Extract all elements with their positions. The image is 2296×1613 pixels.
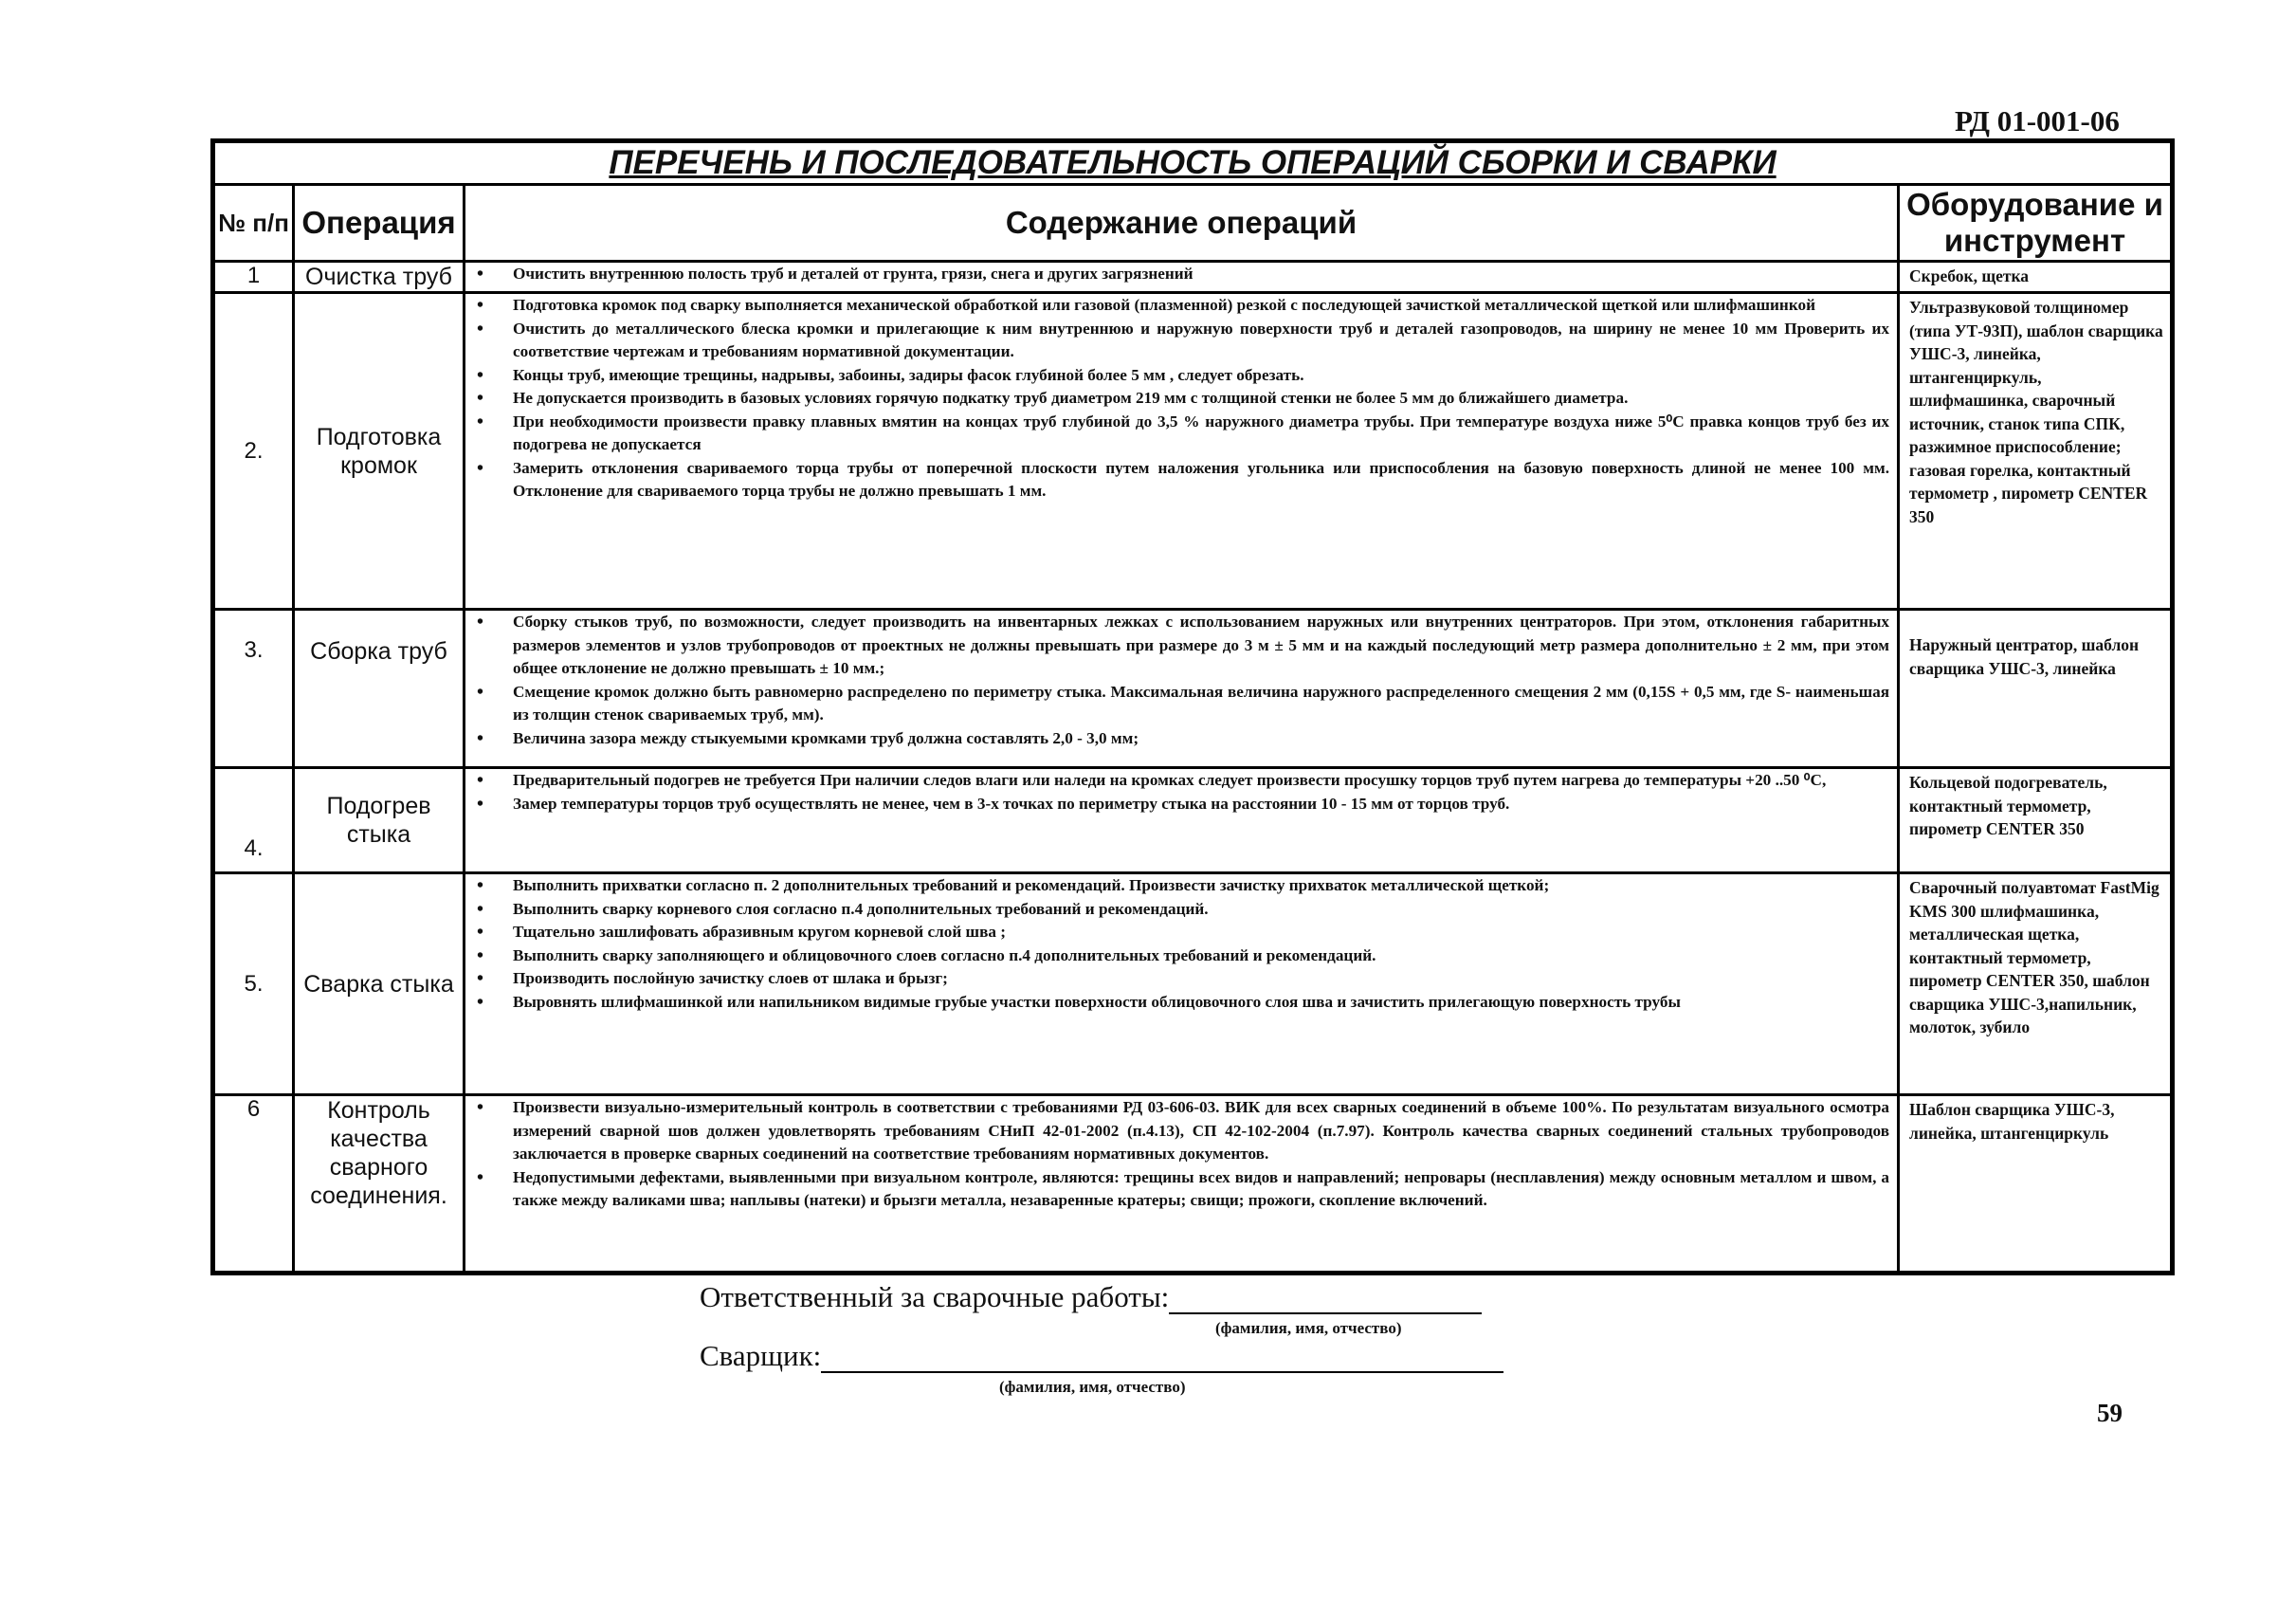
table-row: [213, 610, 2173, 768]
table-row: [213, 1095, 2173, 1274]
content-item: • Очистить внутреннюю полость труб и деталей от грунта, грязи, снега и других загрязнений: [513, 263, 1889, 286]
table-row: [213, 293, 2173, 610]
content-item: • Выполнить прихватки согласно п. 2 дополнительных требований и рекомендаций. Произвести зачистку прихваток металлической щеткой;: [513, 874, 1889, 898]
header-num: № п/п: [213, 185, 294, 262]
document-code: РД 01-001-06: [1955, 104, 2120, 137]
row-operation: Контроль качества сварного соединения.: [294, 1095, 465, 1274]
content-item: • Замер температуры торцов труб осуществлять не менее, чем в 3-х точках по периметру стыка на расстоянии 10 - 15 мм от торцов труб.: [513, 793, 1889, 816]
content-item: • Недопустимыми дефектами, выявленными при визуальном контроле, являются: трещины всех видов и направлений; непровары (несплавления) между основным металлом и швом, а также между валиками шва; наплывы (натеки) и брызги металла, незаваренные кратеры; свищи; прожоги, скопление включений.: [513, 1166, 1889, 1213]
welder-signature-line[interactable]: [821, 1343, 1503, 1373]
row-content: [465, 262, 1899, 293]
row-num: 2.: [213, 293, 294, 610]
content-item: • Выполнить сварку заполняющего и облицовочного слоев согласно п.4 дополнительных требований и рекомендаций.: [513, 944, 1889, 968]
content-item: • Величина зазора между стыкуемыми кромками труб должна составлять 2,0 - 3,0 мм;: [513, 727, 1889, 751]
responsible-hint: (фамилия, имя, отчество): [1215, 1319, 1402, 1337]
table-row: [213, 873, 2173, 1095]
row-operation: Сборка труб: [294, 610, 465, 768]
row-equipment: Кольцевой подогреватель, контактный термометр, пирометр CENTER 350: [1899, 768, 2173, 873]
header-operation: Операция: [294, 185, 465, 262]
content-item: • Сборку стыков труб, по возможности, следует производить на инвентарных лежках с использованием наружных или внутренних центраторов. При этом, отклонения габаритных размеров элементов и узлов трубопроводов от проектных не должны превышать при размере до 3 м ± 5 мм и на каждый последующий метр размера дополнительно ± 2 мм, при этом общее отклонение не должно превышать ± 10 мм.;: [513, 611, 1889, 681]
row-operation: Сварка стыка: [294, 873, 465, 1095]
content-item: • Производить послойную зачистку слоев от шлака и брызг;: [513, 967, 1889, 991]
row-operation: Подогрев стыка: [294, 768, 465, 873]
row-operation: Подготовка кромок: [294, 293, 465, 610]
content-item: • Выровнять шлифмашинкой или напильником видимые грубые участки поверхности облицовочного слоя шва и зачистить прилегающую поверхность трубы: [513, 991, 1889, 1015]
welder-signature: [700, 1339, 1503, 1373]
content-item: • Очистить до металлического блеска кромки и прилегающие к ним внутреннюю и наружную поверхности труб и деталей газопроводов, на ширину не менее 10 мм Проверить их соответствие чертежам и требованиям нормативной документации.: [513, 318, 1889, 364]
row-num: 1: [213, 262, 294, 293]
content-item: • Произвести визуально-измерительный контроль в соответствии с требованиями РД 03-606-03. ВИК для всех сварных соединений в объеме 100%. По результатам визуального осмотра измерений сварной шов должен удовлетворять требованиям СНиП 42-01-2002 (п.4.13), СП 42-102-2004 (п.7.97). Контроль качества сварных соединений стальных трубопроводов заключается в проверке сварных соединений на соответствие требованиям нормативных документов.: [513, 1096, 1889, 1166]
row-num: 5.: [213, 873, 294, 1095]
page-number: 59: [2097, 1399, 2123, 1427]
row-num: 4.: [213, 768, 294, 873]
operations-table: [210, 138, 2175, 1275]
row-num: 6: [213, 1095, 294, 1274]
responsible-signature-line[interactable]: [1169, 1284, 1482, 1314]
content-item: • Подготовка кромок под сварку выполняется механической обработкой или газовой (плазменной) резкой с последующей зачисткой металлической щеткой или шлифмашинкой: [513, 294, 1889, 318]
header-content: Содержание операций: [465, 185, 1899, 262]
content-item: • Предварительный подогрев не требуется При наличии следов влаги или наледи на кромках следует произвести просушку торцов труб путем нагрева до температуры +20 ..50 ⁰С,: [513, 769, 1889, 793]
responsible-label: Ответственный за сварочные работы:: [700, 1280, 1170, 1313]
table-row: [213, 768, 2173, 873]
row-equipment: Наружный центратор, шаблон сварщика УШС-3, линейка: [1899, 610, 2173, 768]
table-title: ПЕРЕЧЕНЬ И ПОСЛЕДОВАТЕЛЬНОСТЬ ОПЕРАЦИЙ СБОРКИ И СВАРКИ: [213, 141, 2173, 185]
row-operation: Очистка труб: [294, 262, 465, 293]
content-item: • Не допускается производить в базовых условиях горячую подкатку труб диаметром 219 мм с толщиной стенки не более 5 мм до ближайшего диаметра.: [513, 387, 1889, 411]
table-row: [213, 262, 2173, 293]
row-content: [465, 610, 1899, 768]
content-item: • Смещение кромок должно быть равномерно распределено по периметру стыка. Максимальная величина наружного распределенного смещения 2 мм (0,15S + 0,5 мм, где S- наименьшая из толщин стенок свариваемых труб, мм).: [513, 681, 1889, 727]
content-item: • Тщательно зашлифовать абразивным кругом корневой слой шва ;: [513, 921, 1889, 944]
row-content: [465, 768, 1899, 873]
welder-hint: (фамилия, имя, отчество): [999, 1378, 1186, 1396]
content-item: • Концы труб, имеющие трещины, надрывы, забоины, задиры фасок глубиной более 5 мм , следует обрезать.: [513, 364, 1889, 388]
row-equipment: Шаблон сварщика УШС-3, линейка, штангенциркуль: [1899, 1095, 2173, 1274]
row-content: [465, 293, 1899, 610]
row-equipment: Ультразвуковой толщиномер (типа УТ-93П), шаблон сварщика УШС-3, линейка, штангенциркуль, шлифмашинка, сварочный источник, станок типа СПК, разжимное приспособление; газовая горелка, контактный термометр , пирометр CENTER 350: [1899, 293, 2173, 610]
row-content: [465, 873, 1899, 1095]
row-equipment: Скребок, щетка: [1899, 262, 2173, 293]
row-equipment: Сварочный полуавтомат FastMig KMS 300 шлифмашинка, металлическая щетка, контактный термометр, пирометр CENTER 350, шаблон сварщика УШС-3,напильник, молоток, зубило: [1899, 873, 2173, 1095]
row-content: [465, 1095, 1899, 1274]
header-equipment: Оборудование и инструмент: [1899, 185, 2173, 262]
row-num: 3.: [213, 610, 294, 768]
welder-label: Сварщик:: [700, 1339, 822, 1372]
content-item: • Замерить отклонения свариваемого торца трубы от поперечной плоскости путем наложения угольника или приспособления на базовую поверхность длиной не менее 100 мм. Отклонение для свариваемого торца трубы не должно превышать 1 мм.: [513, 457, 1889, 504]
responsible-signature: [700, 1280, 1482, 1314]
content-item: • Выполнить сварку корневого слоя согласно п.4 дополнительных требований и рекомендаций.: [513, 898, 1889, 922]
content-item: • При необходимости произвести правку плавных вмятин на концах труб глубиной до 3,5 % наружного диаметра трубы. При температуре воздуха ниже 5⁰С правка концов труб без их подогрева не допускается: [513, 411, 1889, 457]
